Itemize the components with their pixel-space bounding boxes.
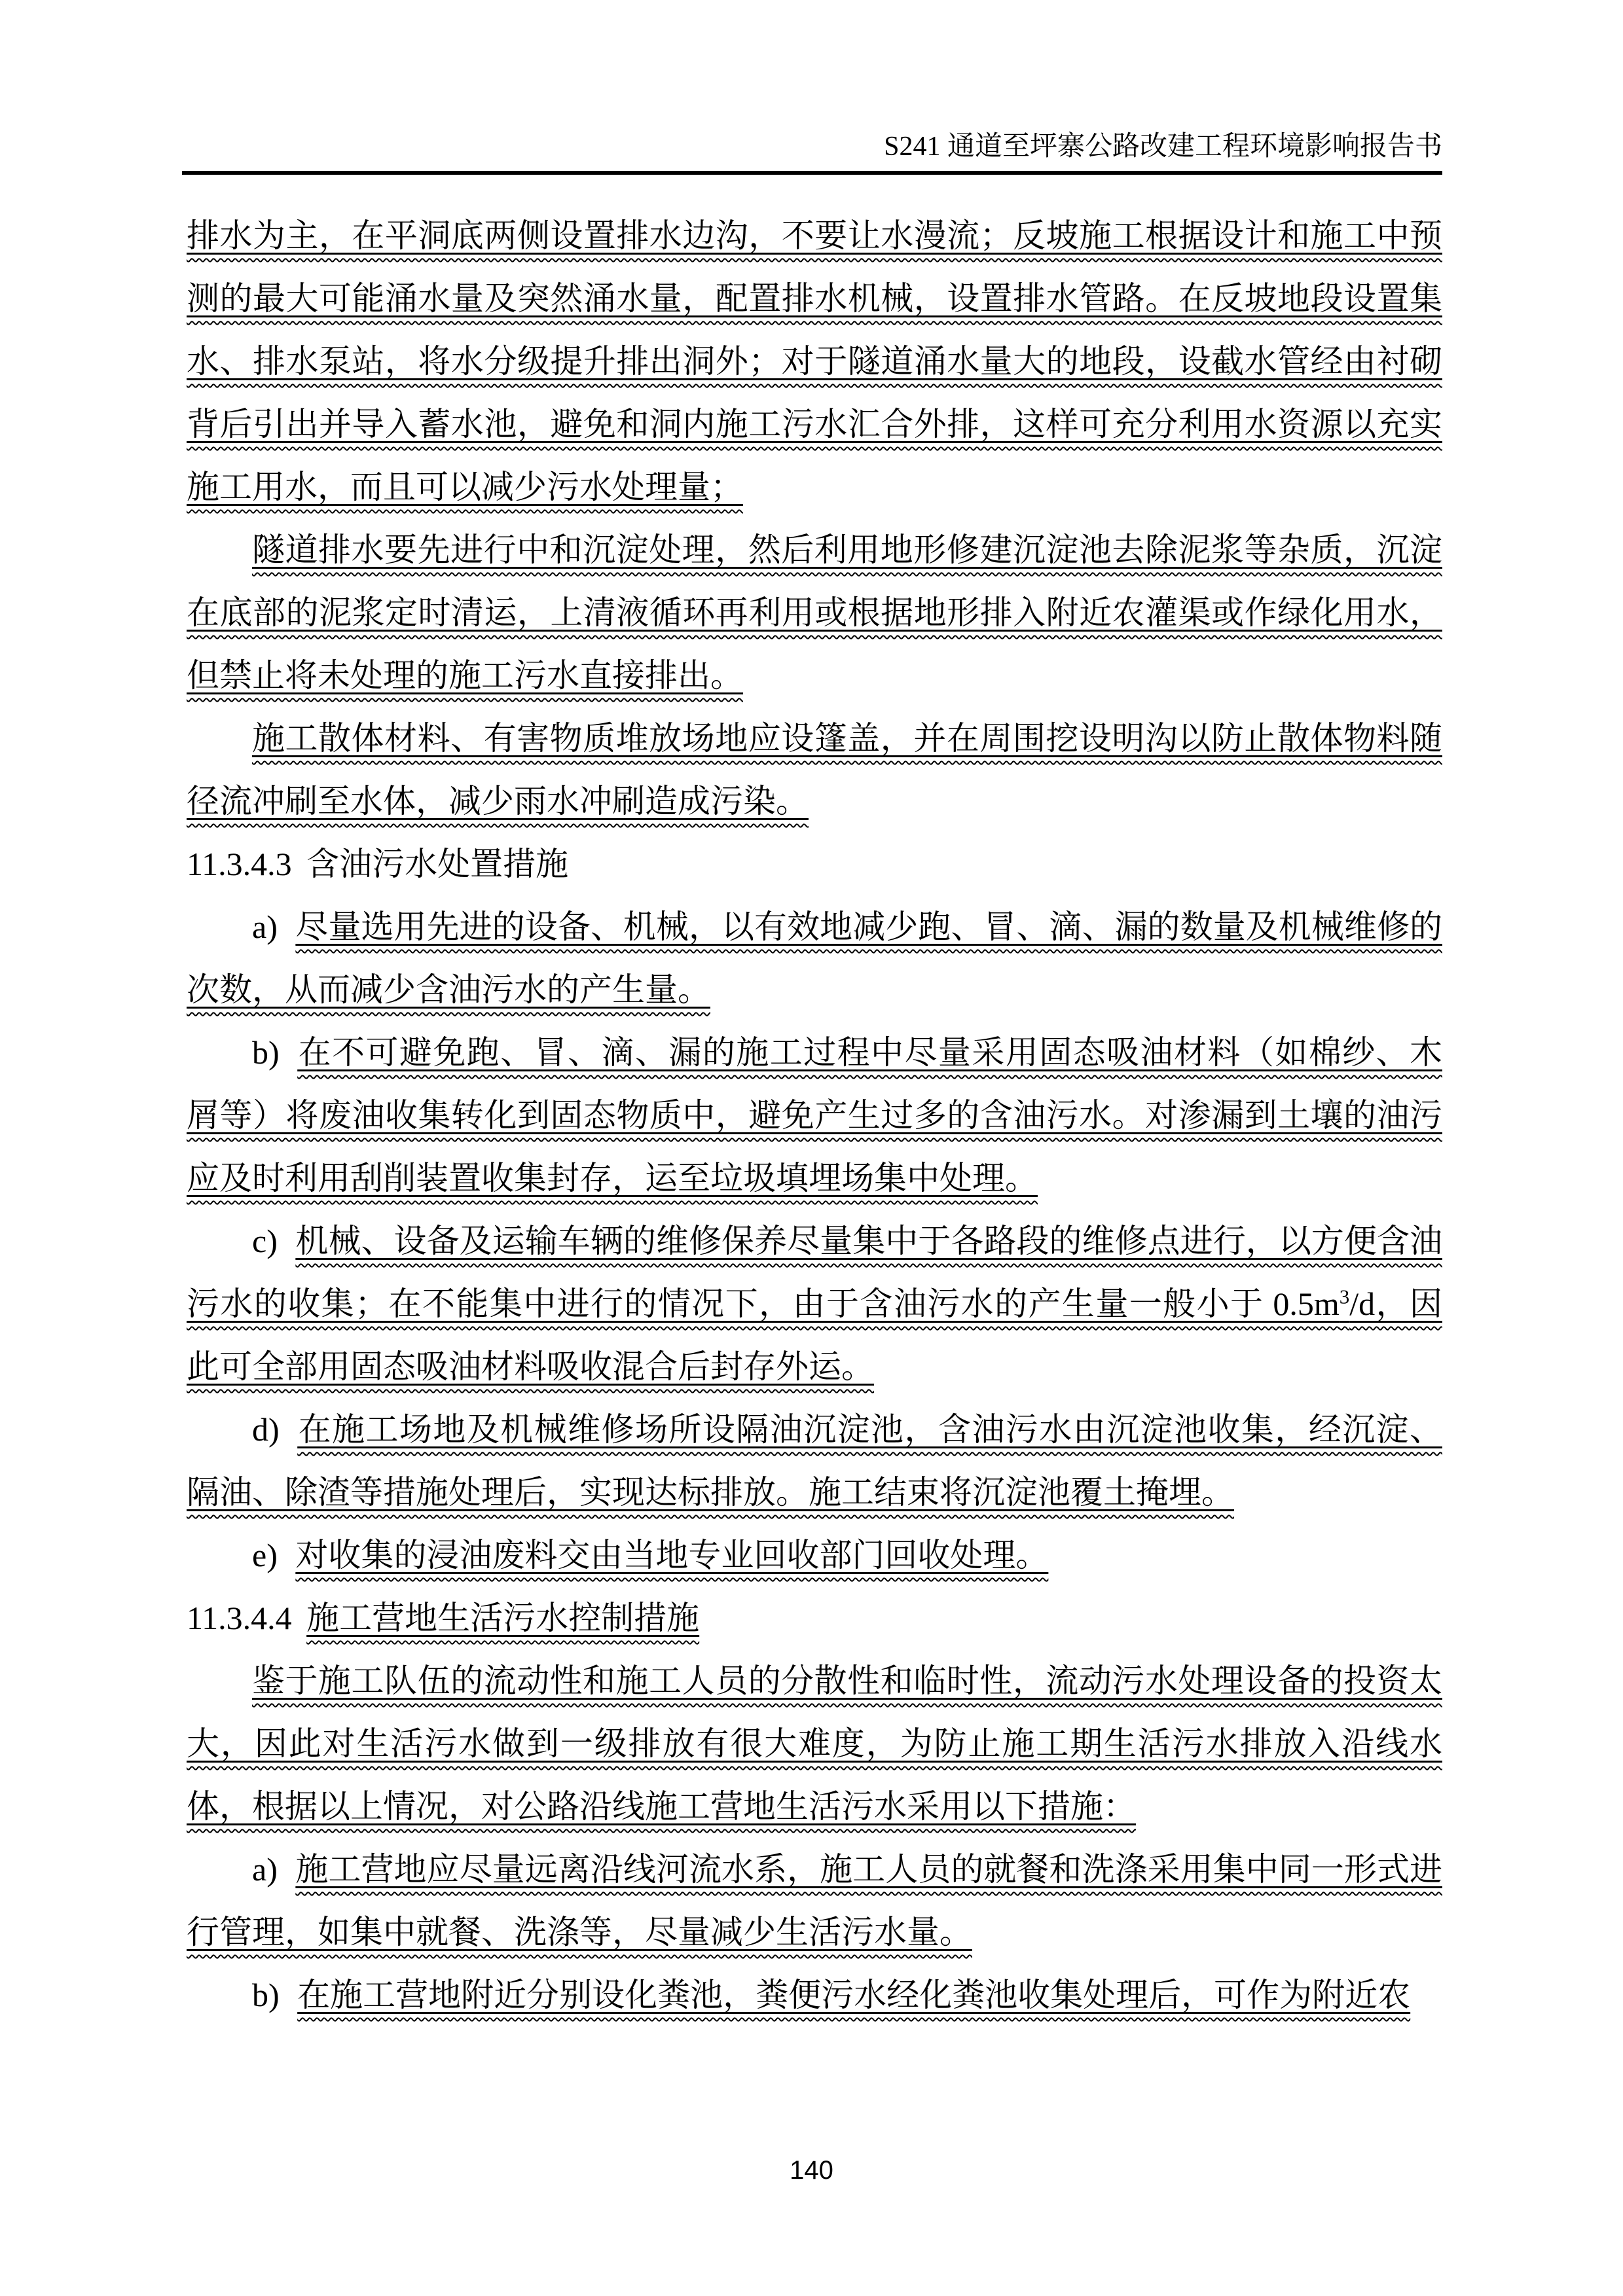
- list-item-text: 对收集的浸油废料交由当地专业回收部门回收处理。: [295, 1537, 1049, 1573]
- section-heading-camp-sewage: [187, 1587, 1442, 1649]
- page-header: [187, 128, 1442, 165]
- list-item-text: 在施工营地附近分别设化粪池，粪便污水经化粪池收集处理后，可作为附近农: [297, 1977, 1411, 2013]
- list-item-d-oily: [187, 1398, 1442, 1524]
- list-marker: b): [252, 1977, 280, 2013]
- superscript: 3: [1339, 1285, 1350, 1308]
- paragraph-text: 施工散体材料、有害物质堆放场地应设篷盖，并在周围挖设明沟以防止散体物料随径流冲刷至水体，减少雨水冲刷造成污染。: [187, 720, 1442, 819]
- heading-number: 11.3.4.4: [187, 1600, 292, 1636]
- paragraph-tunnel-drainage-continued: [187, 204, 1442, 518]
- page-number: 140: [790, 2156, 833, 2185]
- list-item-text: 机械、设备及运输车辆的维修保养尽量集中于各路段的维修点进行，以方便含油污水的收集；在不能集中进行的情况下，由于含油污水的产生量一般小于 0.5m: [187, 1223, 1442, 1322]
- list-item-text: 尽量选用先进的设备、机械，以有效地减少跑、冒、滴、漏的数量及机械维修的次数，从而减少含油污水的产生量。: [187, 908, 1442, 1008]
- paragraph-text: 隧道排水要先进行中和沉淀处理，然后利用地形修建沉淀池去除泥浆等杂质，沉淀在底部的泥浆定时清运，上清液循环再利用或根据地形排入附近农灌渠或作绿化用水，但禁止将未处理的施工污水直接排出。: [187, 531, 1442, 694]
- list-item-b-oily: [187, 1021, 1442, 1210]
- list-item-c-oily: [187, 1210, 1442, 1398]
- list-marker: c): [252, 1223, 278, 1259]
- list-marker: a): [252, 1851, 278, 1888]
- paragraph-tunnel-sedimentation: [187, 518, 1442, 707]
- list-item-b-camp: [187, 1964, 1442, 2026]
- paragraph-text: 鉴于施工队伍的流动性和施工人员的分散性和临时性，流动污水处理设备的投资太大，因此对生活污水做到一级排放有很大难度，为防止施工期生活污水排放入沿线水体，根据以上情况，对公路沿线施工营地生活污水采用以下措施：: [187, 1662, 1442, 1825]
- list-item-text: 在不可避免跑、冒、滴、漏的施工过程中尽量采用固态吸油材料（如棉纱、木屑等）将废油收集转化到固态物质中，避免产生过多的含油污水。对渗漏到土壤的油污应及时利用刮削装置收集封存，运至垃圾填埋场集中处理。: [187, 1034, 1442, 1196]
- list-item-e-oily: [187, 1524, 1442, 1587]
- list-marker: e): [252, 1537, 278, 1573]
- header-rule: [182, 171, 1442, 175]
- list-item-a-camp: [187, 1838, 1442, 1964]
- heading-number: 11.3.4.3: [187, 846, 292, 882]
- paragraph-camp-sewage-intro: [187, 1649, 1442, 1838]
- list-marker: d): [252, 1411, 280, 1448]
- section-heading-oily-water: [187, 833, 1442, 895]
- list-item-text: 施工营地应尽量远离沿线河流水系，施工人员的就餐和洗涤采用集中同一形式进行管理，如集中就餐、洗涤等，尽量减少生活污水量。: [187, 1851, 1442, 1950]
- list-item-a-oily: [187, 895, 1442, 1021]
- document-body: [187, 204, 1442, 2026]
- header-title: S241 通道至坪寨公路改建工程环境影响报告书: [884, 132, 1442, 162]
- page-footer: [0, 2155, 1623, 2186]
- paragraph-text: 排水为主，在平洞底两侧设置排水边沟，不要让水漫流；反坡施工根据设计和施工中预测的最大可能涌水量及突然涌水量，配置排水机械，设置排水管路。在反坡地段设置集水、排水泵站，将水分级提升排出洞外；对于隧道涌水量大的地段，设截水管经由衬砌背后引出并导入蓄水池，避免和洞内施工污水汇合外排，这样可充分利用水资源以充实施工用水，而且可以减少污水处理量；: [187, 217, 1442, 505]
- list-item-text: 在施工场地及机械维修场所设隔油沉淀池，含油污水由沉淀池收集，经沉淀、隔油、除渣等措施处理后，实现达标排放。施工结束将沉淀池覆土掩埋。: [187, 1411, 1442, 1511]
- paragraph-bulk-materials: [187, 707, 1442, 833]
- heading-title: 含油污水处置措施: [306, 846, 569, 882]
- list-marker: a): [252, 908, 278, 945]
- list-item-text: /d，因此可全部用固态吸油材料吸收混合后封存外运。: [187, 1285, 1442, 1385]
- list-marker: b): [252, 1034, 280, 1071]
- heading-title: 施工营地生活污水控制措施: [306, 1600, 700, 1636]
